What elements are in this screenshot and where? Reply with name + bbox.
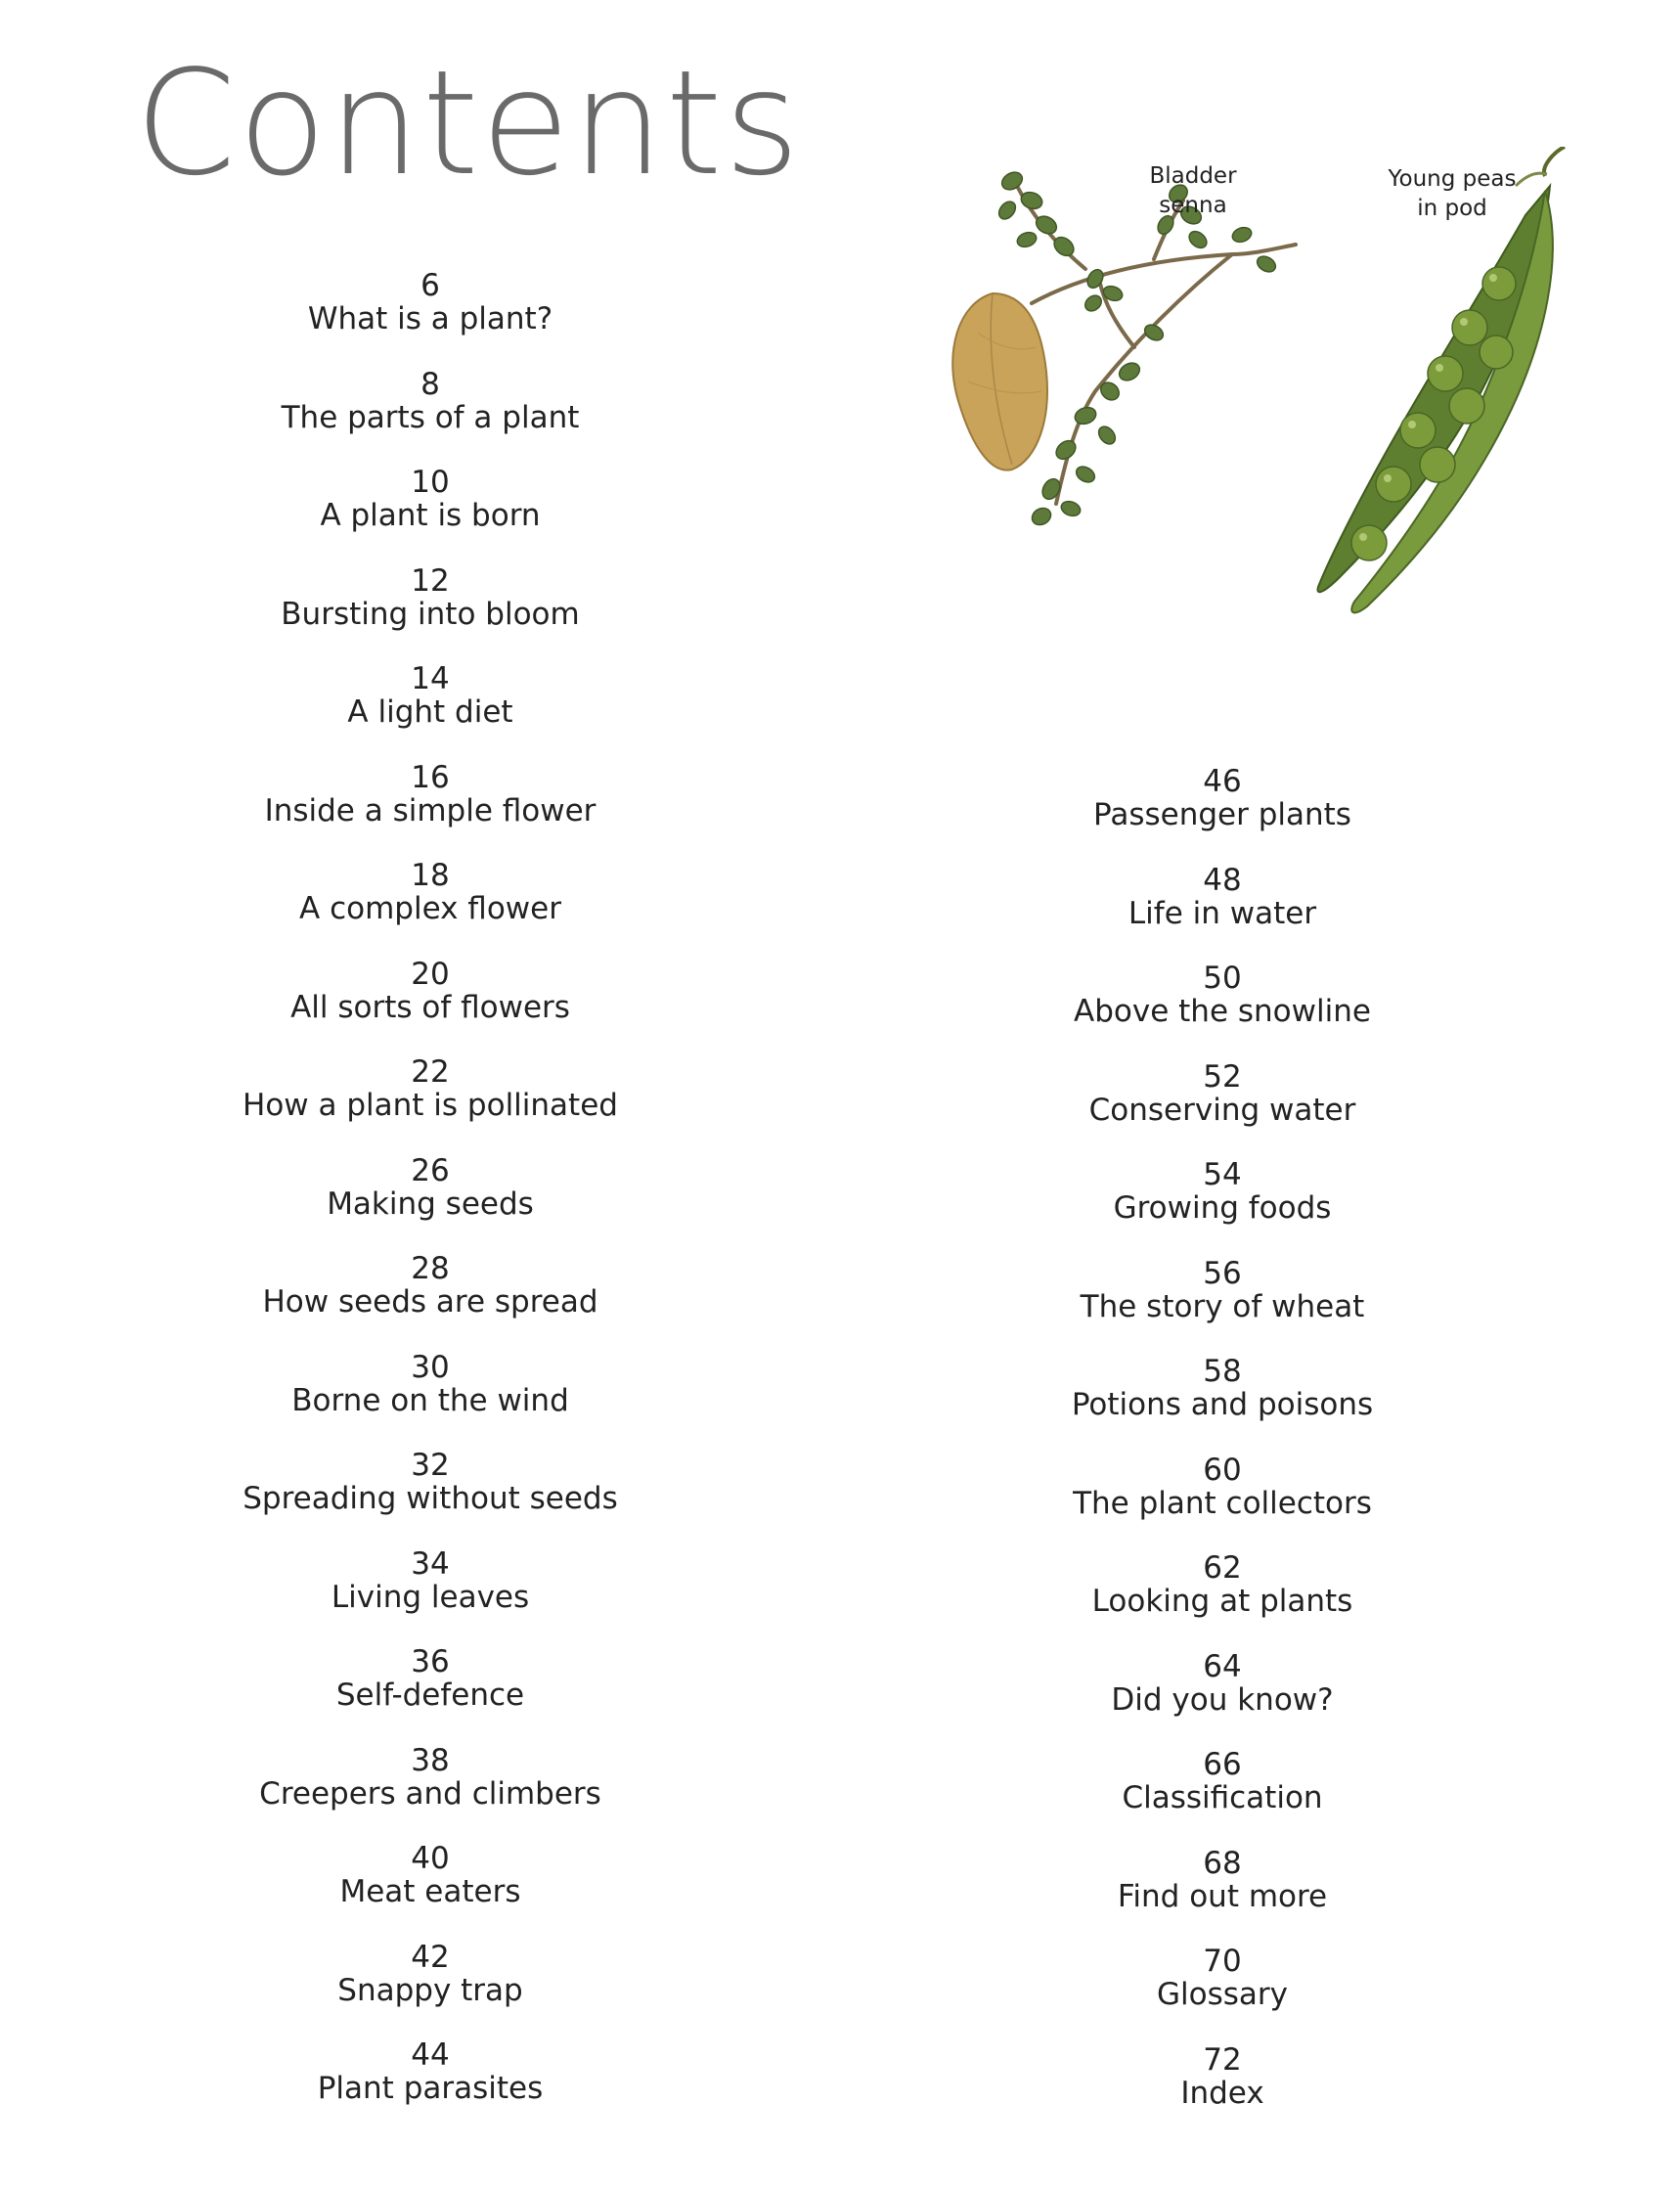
toc-page-number: 68 <box>1203 1845 1242 1881</box>
toc-page-number: 18 <box>411 858 450 893</box>
toc-entry[interactable] <box>949 962 1496 1060</box>
toc-page-number: 52 <box>1203 1058 1242 1095</box>
toc-page-number: 6 <box>420 268 440 303</box>
toc-entry-title: How seeds are spread <box>262 1284 598 1320</box>
toc-entry-title: A complex flower <box>299 891 561 926</box>
toc-page-number: 58 <box>1203 1354 1242 1389</box>
toc-entry-title: Plant parasites <box>317 2071 544 2106</box>
toc-entry-title: Bursting into bloom <box>281 596 580 632</box>
toc-entry[interactable] <box>156 2038 704 2137</box>
toc-page-number: 16 <box>411 759 450 795</box>
toc-entry-title: Potions and poisons <box>1071 1387 1374 1422</box>
caption-young-peas <box>1364 164 1540 223</box>
toc-entry[interactable] <box>156 368 704 467</box>
bladder-senna-and-pea-pod-illustration <box>939 147 1623 714</box>
toc-page-number: 20 <box>411 956 450 992</box>
toc-page-number: 38 <box>411 1742 450 1778</box>
toc-entry-title: Looking at plants <box>1091 1584 1353 1619</box>
toc-entry[interactable] <box>949 1945 1496 2043</box>
toc-entry[interactable] <box>156 1351 704 1450</box>
toc-entry-title: A light diet <box>347 694 513 730</box>
toc-entry[interactable] <box>156 859 704 958</box>
toc-page-number: 32 <box>411 1448 450 1483</box>
toc-entry[interactable] <box>949 1060 1496 1159</box>
toc-page-number: 40 <box>411 1841 450 1876</box>
toc-left-column <box>156 269 704 2137</box>
toc-page-number: 14 <box>411 661 450 696</box>
caption-line: Young peas <box>1388 166 1517 192</box>
toc-page-number: 70 <box>1203 1944 1242 1979</box>
toc-page-number: 28 <box>411 1251 450 1286</box>
toc-page-number: 30 <box>411 1349 450 1385</box>
toc-entry-title: The story of wheat <box>1080 1288 1365 1324</box>
toc-page-number: 10 <box>411 465 450 500</box>
toc-entry[interactable] <box>156 1252 704 1351</box>
toc-page-number: 8 <box>420 366 440 402</box>
toc-entry[interactable] <box>949 2043 1496 2142</box>
toc-entry[interactable] <box>949 1847 1496 1946</box>
toc-entry-title: Find out more <box>1117 1878 1328 1914</box>
toc-entry[interactable] <box>156 564 704 663</box>
toc-entry[interactable] <box>156 1547 704 1646</box>
toc-page-number: 36 <box>411 1644 450 1679</box>
caption-bladder-senna <box>1115 161 1271 220</box>
toc-entry[interactable] <box>156 1744 704 1843</box>
toc-entry-title: Life in water <box>1127 895 1317 931</box>
toc-entry[interactable] <box>156 466 704 564</box>
toc-entry-title: Creepers and climbers <box>259 1775 601 1812</box>
toc-entry[interactable] <box>156 269 704 368</box>
toc-entry-title: A plant is born <box>320 498 541 533</box>
toc-entry-title: The parts of a plant <box>281 399 580 435</box>
caption-line: Bladder <box>1149 163 1237 189</box>
toc-entry-title: Borne on the wind <box>291 1382 569 1418</box>
toc-entry[interactable] <box>949 1454 1496 1552</box>
toc-right-column <box>949 765 1496 2141</box>
toc-page-number: 12 <box>411 562 450 599</box>
toc-page-number: 56 <box>1203 1255 1242 1291</box>
toc-entry[interactable] <box>949 1355 1496 1454</box>
bladder-pod <box>952 293 1047 470</box>
toc-entry[interactable] <box>156 1941 704 2039</box>
toc-entry[interactable] <box>949 1748 1496 1847</box>
toc-entry-title: Conserving water <box>1088 1092 1356 1128</box>
toc-entry-title: The plant collectors <box>1073 1485 1372 1521</box>
toc-entry-title: Snappy trap <box>337 1972 523 2008</box>
toc-entry-title: Passenger plants <box>1093 797 1351 832</box>
toc-entry-title: What is a plant? <box>307 301 553 336</box>
toc-entry[interactable] <box>949 765 1496 864</box>
caption-line: senna <box>1159 193 1227 218</box>
toc-entry-title: All sorts of flowers <box>290 989 570 1025</box>
toc-entry-title: Meat eaters <box>339 1874 521 1909</box>
toc-entry-title: Classification <box>1122 1780 1323 1815</box>
toc-entry[interactable] <box>949 1650 1496 1749</box>
toc-page-number: 54 <box>1203 1157 1242 1192</box>
caption-line: in pod <box>1417 196 1487 221</box>
toc-entry[interactable] <box>156 1449 704 1547</box>
toc-page-number: 66 <box>1203 1747 1242 1782</box>
toc-entry-title: Above the snowline <box>1074 994 1371 1029</box>
toc-entry-title: Did you know? <box>1111 1681 1334 1718</box>
toc-page-number: 64 <box>1203 1648 1242 1684</box>
toc-page-number: 34 <box>411 1545 450 1582</box>
page-title: Contents <box>135 39 802 207</box>
toc-page-number: 46 <box>1203 764 1242 799</box>
toc-page-number: 62 <box>1203 1550 1242 1586</box>
toc-page-number: 26 <box>411 1152 450 1188</box>
toc-entry-title: Inside a simple flower <box>264 792 597 828</box>
toc-entry[interactable] <box>949 1158 1496 1257</box>
toc-entry[interactable] <box>156 761 704 860</box>
toc-entry[interactable] <box>156 662 704 761</box>
toc-page-number: 60 <box>1203 1452 1242 1488</box>
toc-page-number: 48 <box>1203 862 1242 898</box>
toc-entry[interactable] <box>156 1842 704 1941</box>
toc-entry[interactable] <box>156 1645 704 1744</box>
toc-entry-title: Glossary <box>1157 1977 1288 2012</box>
toc-entry-title: Growing foods <box>1113 1190 1332 1226</box>
toc-page-number: 72 <box>1203 2041 1242 2078</box>
toc-entry-title: How a plant is pollinated <box>243 1088 618 1123</box>
toc-entry[interactable] <box>156 1154 704 1253</box>
toc-entry-title: Making seeds <box>327 1186 534 1222</box>
toc-entry[interactable] <box>156 1055 704 1154</box>
toc-entry-title: Index <box>1180 2075 1264 2111</box>
toc-entry-title: Self-defence <box>335 1678 525 1713</box>
toc-entry[interactable] <box>949 1551 1496 1650</box>
toc-page-number: 42 <box>411 1939 450 1975</box>
toc-page-number: 22 <box>411 1054 450 1090</box>
toc-entry[interactable] <box>949 1257 1496 1356</box>
toc-page-number: 50 <box>1203 961 1242 996</box>
toc-entry-title: Spreading without seeds <box>243 1481 618 1516</box>
toc-page-number: 44 <box>411 2037 450 2073</box>
toc-entry[interactable] <box>949 864 1496 962</box>
toc-entry-title: Living leaves <box>331 1579 530 1615</box>
toc-entry[interactable] <box>156 958 704 1056</box>
